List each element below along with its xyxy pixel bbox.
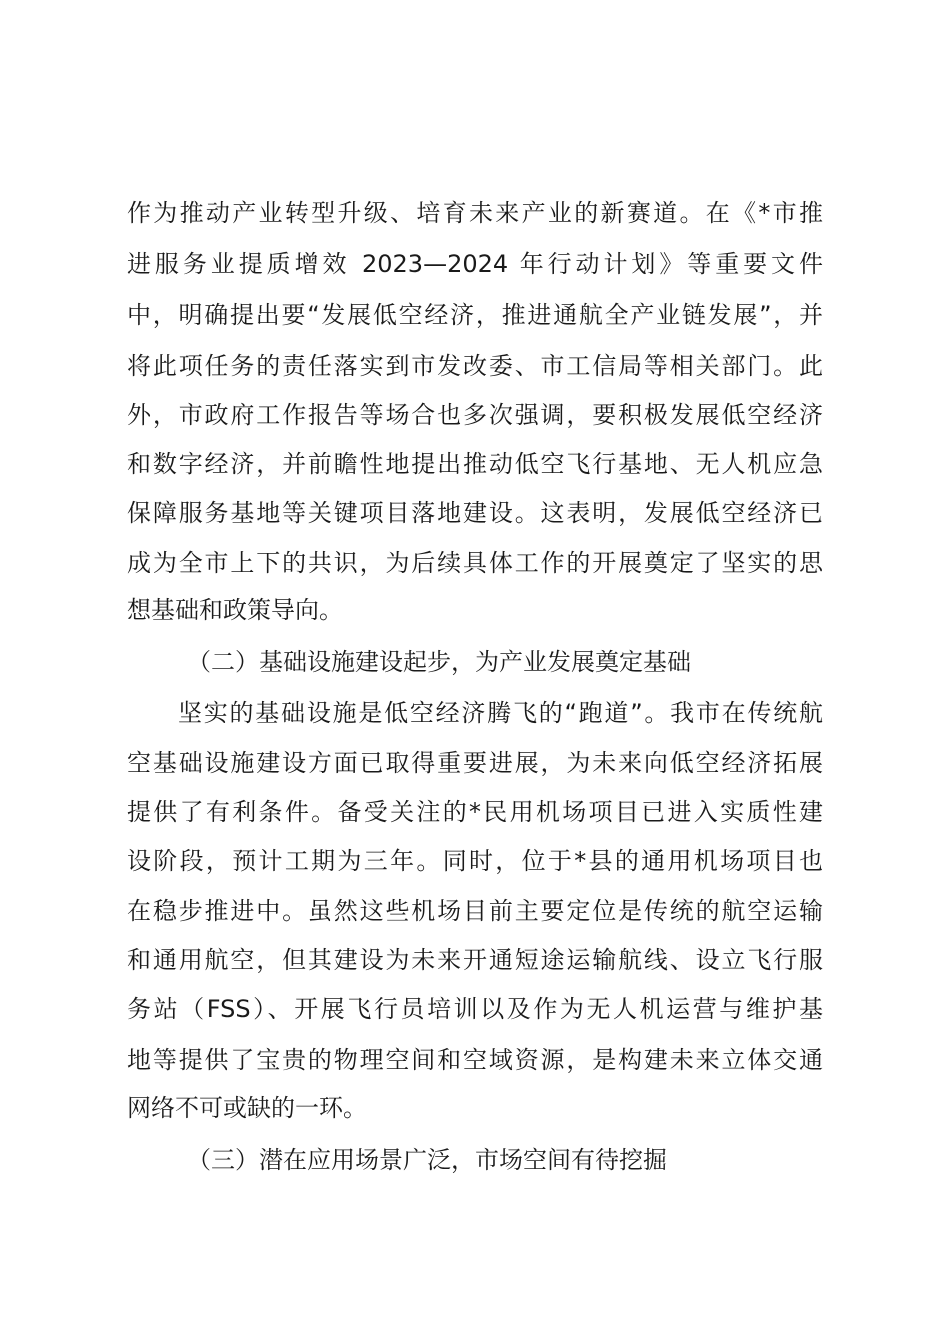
paragraph-1-line-2: 进服务业提质增效 2023—2024 年行动计划》等重要文件 — [127, 250, 823, 278]
section-heading-3: （三）潜在应用场景广泛，市场空间有待挖掘 — [187, 1146, 667, 1174]
paragraph-1-line-1: 作为推动产业转型升级、培育未来产业的新赛道。在《*市推 — [127, 199, 823, 227]
paragraph-2-line-7: 务站（FSS）、开展飞行员培训以及作为无人机运营与维护基 — [127, 995, 823, 1023]
paragraph-1-line-9: 想基础和政策导向。 — [127, 596, 343, 624]
paragraph-2-line-3: 提供了有利条件。备受关注的*民用机场项目已进入实质性建 — [127, 798, 823, 826]
section-heading-2: （二）基础设施建设起步，为产业发展奠定基础 — [187, 648, 691, 676]
paragraph-2-line-4: 设阶段，预计工期为三年。同时，位于*县的通用机场项目也 — [127, 847, 823, 875]
paragraph-2-line-2: 空基础设施建设方面已取得重要进展，为未来向低空经济拓展 — [127, 749, 823, 777]
paragraph-2-line-1: 坚实的基础设施是低空经济腾飞的“跑道”。我市在传统航 — [178, 699, 823, 727]
paragraph-1-line-8: 成为全市上下的共识，为后续具体工作的开展奠定了坚实的思 — [127, 549, 823, 577]
paragraph-1-line-4: 将此项任务的责任落实到市发改委、市工信局等相关部门。此 — [127, 352, 823, 380]
paragraph-1-line-3: 中，明确提出要“发展低空经济，推进通航全产业链发展”，并 — [127, 301, 823, 329]
paragraph-1-line-6: 和数字经济，并前瞻性地提出推动低空飞行基地、无人机应急 — [127, 450, 823, 478]
paragraph-2-line-8: 地等提供了宝贵的物理空间和空域资源，是构建未来立体交通 — [127, 1046, 823, 1074]
paragraph-1-line-5: 外，市政府工作报告等场合也多次强调，要积极发展低空经济 — [127, 401, 823, 429]
paragraph-2-line-5: 在稳步推进中。虽然这些机场目前主要定位是传统的航空运输 — [127, 897, 823, 925]
paragraph-2-line-6: 和通用航空，但其建设为未来开通短途运输航线、设立飞行服 — [127, 946, 823, 974]
paragraph-1-line-7: 保障服务基地等关键项目落地建设。这表明，发展低空经济已 — [127, 499, 823, 527]
paragraph-2-line-9: 网络不可或缺的一环。 — [127, 1094, 367, 1122]
